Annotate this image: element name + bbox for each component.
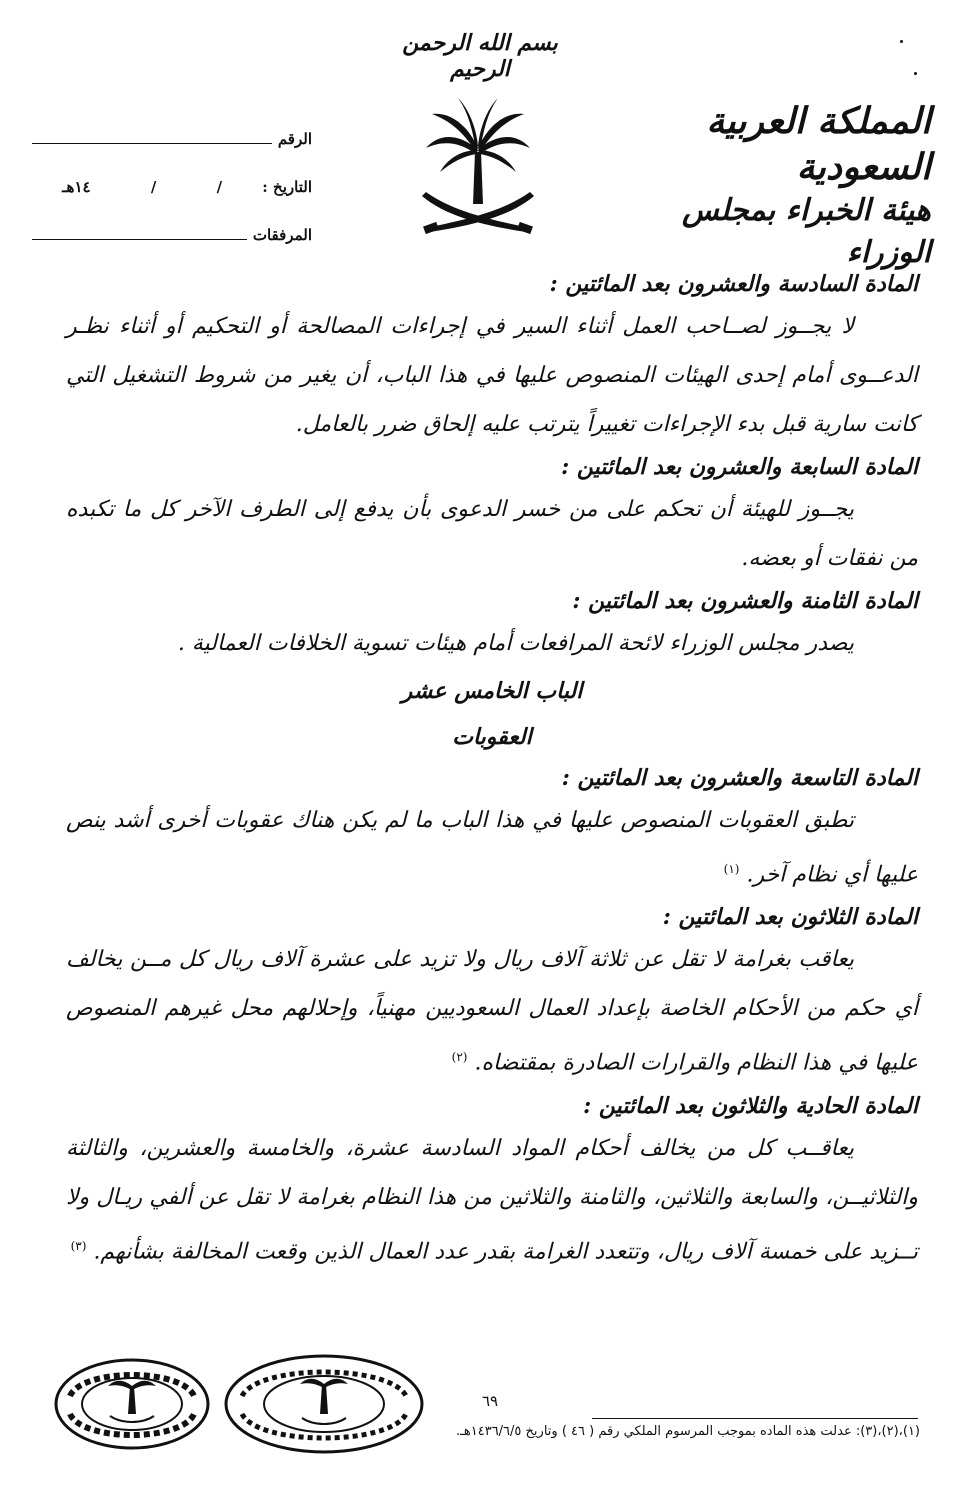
- speck: [914, 72, 917, 75]
- official-stamp-left: [52, 1356, 212, 1452]
- article-heading: المادة التاسعة والعشرون بعد المائتين :: [561, 765, 918, 791]
- article-heading: المادة الثلاثون بعد المائتين :: [662, 904, 918, 931]
- official-stamp-right: [222, 1352, 426, 1456]
- chapter-title: الباب الخامس عشر: [401, 678, 583, 704]
- footnote-divider: [592, 1418, 918, 1419]
- article-heading: المادة الحادية والثلاثون بعد المائتين :: [583, 1092, 918, 1119]
- footnote: (١)،(٢)،(٣): عدلت هذه الماده بموجب المرسوم الملكي رقم ( ٤٦ ) وتاريخ ١٤٣٦/٦/٥هـ.: [455, 1424, 920, 1439]
- date-value: [32, 178, 262, 196]
- ref-line: [32, 142, 272, 144]
- attachments-line: [32, 238, 247, 240]
- footnote-ref: (٢): [451, 1050, 468, 1065]
- page-number: ٦٩: [481, 1392, 499, 1410]
- article-text: تطبق العقوبات المنصوص عليها في هذا الباب ما لم يكن هناك عقوبات أخرى أشد ينص عليها أي نظام آخر. $^{(١)}$: [66, 808, 918, 888]
- reference-block: [32, 100, 312, 244]
- article-heading: المادة الثامنة والعشرون بعد المائتين :: [572, 588, 918, 614]
- article-text: يجــوز للهيئة أن تحكم على من خسر الدعوى بأن يدفع إلى الطرف الآخر كل ما تكبده من نفقات أو بعضه.: [66, 497, 918, 571]
- date-suffix: ١٤هـ: [62, 178, 91, 196]
- reference-number-row: [32, 100, 312, 148]
- article-heading: المادة السابعة والعشرون بعد المائتين :: [561, 454, 918, 480]
- article-text: يعاقــب كل من يخالف أحكام المواد السادسة عشرة، والخامسة والعشرين، والثالثة والثلاثيــن، والسابعة والثلاثين، والثامنة والثلاثين من هذا النظام بغرامة لا تقل عن ألفي ريـال ولا تــزيد على خمسة آلاف ريال، وتتعدد الغرامة بقدر عدد العمال الذين وقعت المخالفة بشأنهم. $^{(٣)}$: [66, 1135, 918, 1264]
- article-text: يصدر مجلس الوزراء لائحة المرافعات أمام هيئات تسوية الخلافات العمالية .: [177, 631, 854, 656]
- org-line-kingdom: المملكة العربية السعودية: [706, 100, 931, 188]
- footnote-ref: (٣): [70, 1238, 87, 1253]
- document-body: [66, 266, 918, 1276]
- date-sep-1: /: [216, 178, 223, 196]
- ref-label: الرقم: [277, 130, 312, 148]
- basmala: بسم الله الرحمن الرحيم: [402, 30, 558, 82]
- org-line-agency: هيئة الخبراء بمجلس الوزراء: [681, 193, 931, 270]
- article-heading: المادة السادسة والعشرون بعد المائتين :: [549, 271, 918, 297]
- organization-name: [601, 98, 931, 274]
- date-row: [32, 148, 312, 196]
- chapter-subtitle: العقوبات: [452, 724, 532, 750]
- article-text: لا يجــوز لصــاحب العمل أثناء السير في إجراءات المصالحة أو التحكيم أو أثناء نظـر الدعــوى أمام إحدى الهيئات المنصوص عليها في هذا الباب، أن يغير من شروط التشغيل التي كانت سارية قبل بدء الإجراءات تغييراً يترتب عليه إلحاق ضرر بالعامل.: [66, 314, 918, 437]
- date-label: التاريخ :: [262, 178, 312, 196]
- attachments-row: [32, 196, 312, 244]
- speck: [900, 40, 903, 43]
- date-sep-2: /: [150, 178, 157, 196]
- attachments-label: المرفقات: [252, 226, 312, 244]
- footnote-ref: (١): [723, 862, 740, 876]
- saudi-emblem-icon: [418, 92, 538, 242]
- article-text: يعاقب بغرامة لا تقل عن ثلاثة آلاف ريال ولا تزيد على عشرة آلاف ريال كل مــن يخالف أي حكم من الأحكام الخاصة بإعداد العمال السعوديين مهنياً، وإحلالهم محل غيرهم المنصوص عليها في هذا النظام والقرارات الصادرة بمقتضاه. $^{(٢)}$: [66, 947, 918, 1076]
